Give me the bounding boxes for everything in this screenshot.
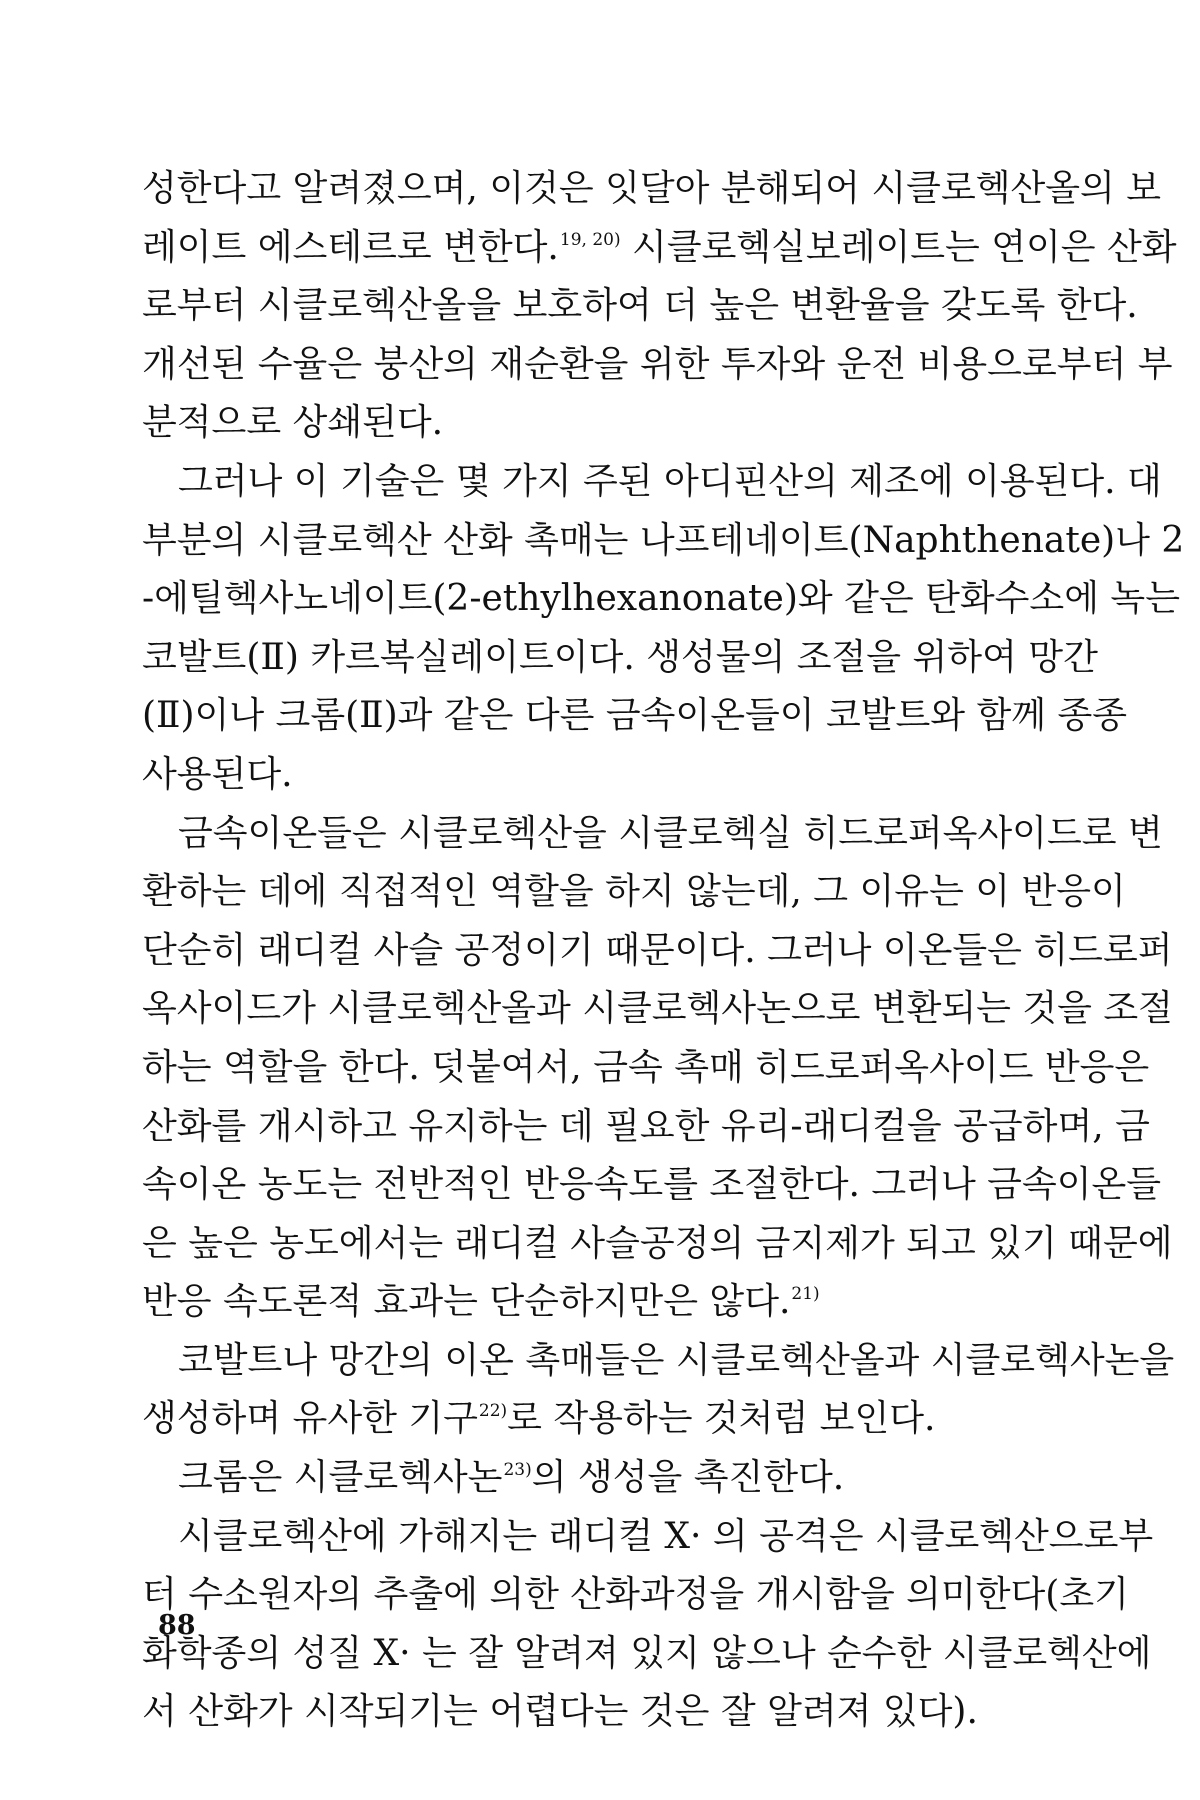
text-line xyxy=(142,160,1162,219)
paragraph xyxy=(142,1508,1154,1742)
line-text: 속이온 농도는 전반적인 반응속도를 조절한다. 그러나 금속이온들 xyxy=(142,1164,1162,1206)
line-text: 터 수소원자의 추출에 의한 산화과정을 개시함을 의미한다(초기 xyxy=(142,1574,1129,1616)
text-line xyxy=(142,1566,1129,1625)
text-line xyxy=(142,1039,1150,1098)
line-text: 산화를 개시하고 유지하는 데 필요한 유리-래디컬을 공급하며, 금 xyxy=(142,1105,1150,1147)
text-line xyxy=(142,219,1177,278)
text-line xyxy=(142,1098,1150,1157)
paragraph xyxy=(142,453,1185,805)
text-line xyxy=(142,805,1163,864)
line-text: 화학종의 성질 X· 는 잘 알려져 있지 않으나 순수한 시클로헥산에 xyxy=(142,1632,1152,1674)
line-text-after: 의 생성을 촉진한다. xyxy=(531,1457,845,1499)
footnote-reference: 21) xyxy=(791,1284,820,1305)
line-text: 그러나 이 기술은 몇 가지 주된 아디핀산의 제조에 이용된다. 대 xyxy=(178,460,1162,502)
line-text: 성한다고 알려졌으며, 이것은 잇달아 분해되어 시클로헥산올의 보 xyxy=(142,168,1162,209)
line-text: -에틸헥사노네이트(2-ethylhexanonate)와 같은 탄화수소에 녹는 xyxy=(142,578,1180,620)
line-text-after: 시클로헥실보레이트는 연이은 산화 xyxy=(620,226,1177,268)
paragraph xyxy=(142,1332,1175,1449)
page-number: 88 xyxy=(158,1610,196,1641)
text-line xyxy=(142,629,1098,688)
text-line xyxy=(142,1449,1064,1508)
footnote-reference: 19, 20) xyxy=(559,229,621,250)
text-line xyxy=(142,980,1173,1039)
line-text: 하는 역할을 한다. 덧붙여서, 금속 촉매 히드로퍼옥사이드 반응은 xyxy=(142,1046,1150,1088)
text-line xyxy=(142,1273,1064,1332)
text-line xyxy=(142,1625,1152,1684)
footnote-reference: 22) xyxy=(478,1401,508,1422)
text-line xyxy=(142,453,1162,512)
text-line xyxy=(142,1332,1175,1391)
text-line xyxy=(142,1156,1162,1215)
line-text: 사용된다. xyxy=(142,753,293,795)
line-text: 개선된 수율은 붕산의 재순환을 위한 투자와 운전 비용으로부터 부 xyxy=(142,343,1173,385)
text-line xyxy=(142,746,1064,805)
line-text: 은 높은 농도에서는 래디컬 사슬공정의 금지제가 되고 있기 때문에 xyxy=(142,1222,1173,1264)
text-line xyxy=(142,570,1180,629)
line-text-after: 로 작용하는 것처럼 보인다. xyxy=(507,1398,936,1440)
line-text: 서 산화가 시작되기는 어렵다는 것은 잘 알려져 있다). xyxy=(142,1691,978,1733)
text-line xyxy=(142,922,1173,981)
body-text xyxy=(142,160,1185,1742)
line-text: (Ⅱ)이나 크롬(Ⅱ)과 같은 다른 금속이온들이 코발트와 함께 종종 xyxy=(142,695,1128,737)
line-text: 크롬은 시클로헥사논 xyxy=(178,1457,503,1499)
text-line xyxy=(142,1508,1154,1567)
line-text: 레이트 에스테르로 변한다. xyxy=(142,226,559,268)
text-line xyxy=(142,1683,1064,1742)
footnote-reference: 23) xyxy=(503,1460,532,1481)
line-text: 옥사이드가 시클로헥산올과 시클로헥사논으로 변환되는 것을 조절 xyxy=(142,988,1173,1030)
paragraph xyxy=(142,160,1177,453)
text-line xyxy=(142,336,1173,395)
line-text: 코발트(Ⅱ) 카르복실레이트이다. 생성물의 조절을 위하여 망간 xyxy=(142,636,1098,678)
line-text: 부분의 시클로헥산 산화 촉매는 나프테네이트(Naphthenate)나 2 xyxy=(142,519,1185,561)
text-line xyxy=(142,1390,1064,1449)
text-line xyxy=(142,394,1064,453)
paragraph xyxy=(142,1449,1064,1508)
line-text: 분적으로 상쇄된다. xyxy=(142,402,444,444)
line-text: 로부터 시클로헥산올을 보호하여 더 높은 변환율을 갖도록 한다. xyxy=(142,285,1138,327)
text-line xyxy=(142,687,1128,746)
text-line xyxy=(142,512,1185,571)
text-line xyxy=(142,1215,1173,1274)
line-text: 시클로헥산에 가해지는 래디컬 X· 의 공격은 시클로헥산으로부 xyxy=(178,1515,1154,1557)
line-text: 생성하며 유사한 기구 xyxy=(142,1398,478,1440)
paragraph xyxy=(142,805,1173,1332)
text-line xyxy=(142,863,1126,922)
line-text: 코발트나 망간의 이온 촉매들은 시클로헥산올과 시클로헥사논을 xyxy=(178,1339,1175,1381)
line-text: 단순히 래디컬 사슬 공정이기 때문이다. 그러나 이온들은 히드로퍼 xyxy=(142,929,1173,971)
text-line xyxy=(142,277,1138,336)
line-text: 금속이온들은 시클로헥산을 시클로헥실 히드로퍼옥사이드로 변 xyxy=(178,812,1163,854)
line-text: 환하는 데에 직접적인 역할을 하지 않는데, 그 이유는 이 반응이 xyxy=(142,871,1126,913)
line-text: 반응 속도론적 효과는 단순하지만은 않다. xyxy=(142,1281,791,1323)
